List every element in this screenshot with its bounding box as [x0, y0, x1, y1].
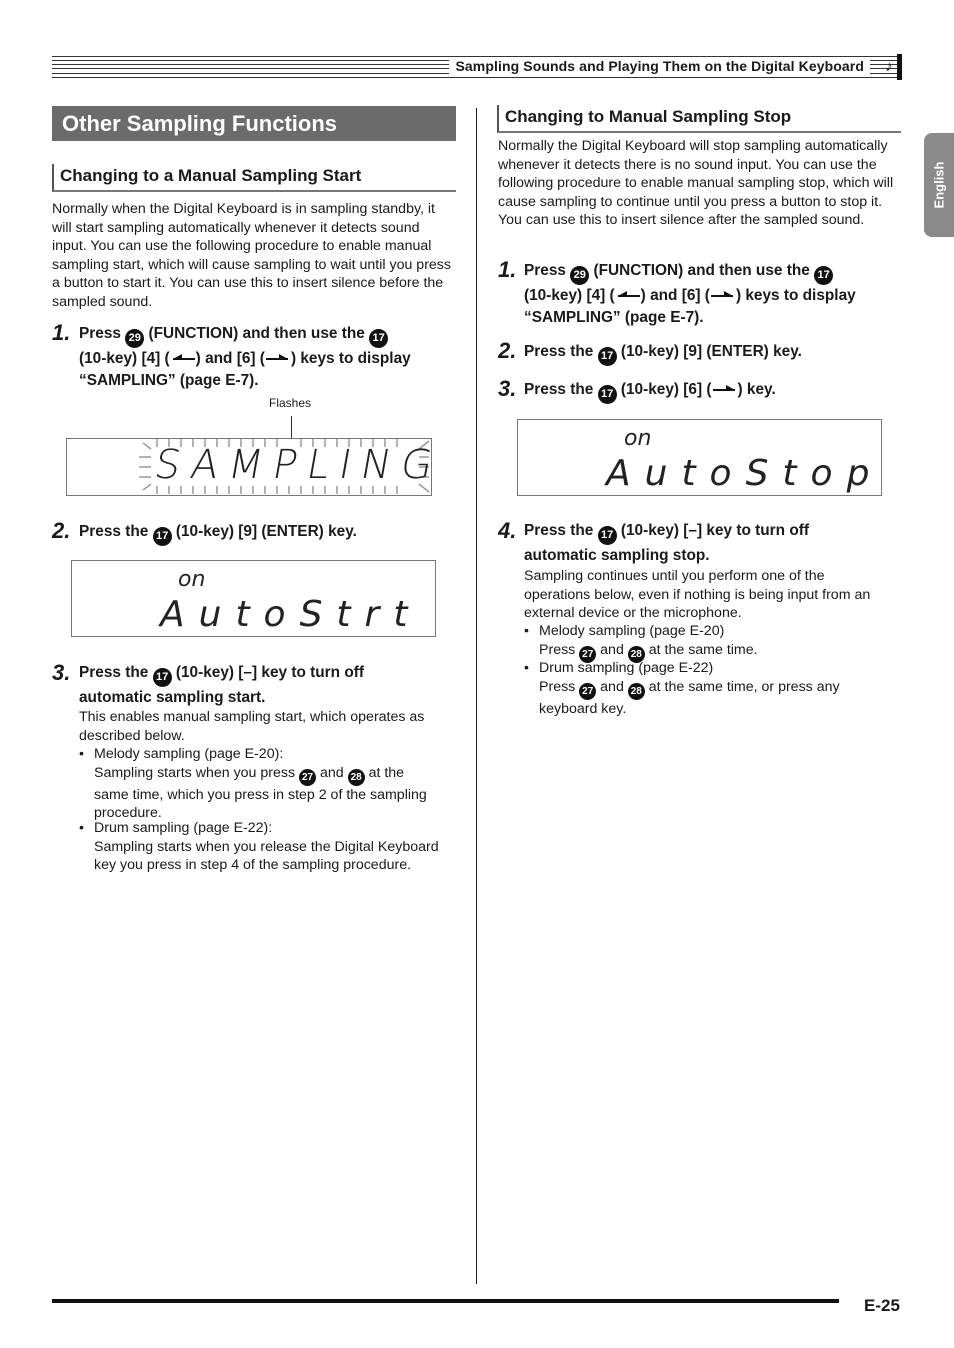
lcd-status-text: on [624, 426, 652, 451]
header-title: Sampling Sounds and Playing Them on the Digital Keyboard [449, 58, 870, 74]
lcd-display-autostop [517, 419, 882, 496]
step-text: (10-key) [–] key to turn off [620, 522, 809, 539]
button-17-icon: 17 [153, 527, 172, 546]
lcd-main-text: AutoStop [606, 453, 884, 494]
step-text: Press the [524, 522, 594, 539]
button-17-icon: 17 [814, 266, 833, 285]
step-text: “SAMPLING” (page E-7). [79, 372, 259, 389]
step-number: 1. [52, 320, 71, 345]
button-17-icon: 17 [598, 526, 617, 545]
button-28-icon: 28 [628, 646, 645, 663]
list-item-text [539, 659, 840, 718]
list-item [79, 745, 459, 820]
step-text: (10-key) [–] key to turn off [175, 664, 364, 681]
right-step-2 [524, 341, 802, 366]
left-arrow-icon [170, 352, 196, 362]
step-text: automatic sampling stop. [524, 547, 710, 564]
list-item-line: Drum sampling (page E-22): [94, 820, 273, 836]
button-17-icon: 17 [598, 385, 617, 404]
list-item-line: Sampling starts when you release the Digital Keyboard [94, 838, 439, 855]
step-number: 3. [52, 660, 71, 685]
button-29-icon: 29 [570, 266, 589, 285]
list-item-text [94, 745, 427, 823]
left-arrow-icon [615, 289, 641, 299]
list-item-line: Drum sampling (page E-22) [539, 660, 714, 676]
section-banner: Other Sampling Functions [52, 106, 456, 141]
step-text: Press [524, 262, 566, 279]
left-intro: Normally when the Digital Keyboard is in sampling standby, it will start sampling automatically whenever it detects sound input. You can use the following procedure to enable manual sampling start, which will cause sampling to wait until you press a button to start it. You can use this to insert silence before the sampled sound. [52, 201, 451, 310]
step-text: (10-key) [9] (ENTER) key. [175, 523, 357, 540]
footer-rule [52, 1299, 839, 1303]
music-note-icon: ♪ [885, 58, 893, 75]
left-step-2 [79, 521, 357, 546]
step-text: Press the [524, 381, 594, 398]
lcd-status-text: on [178, 567, 206, 592]
step-text: Press the [524, 343, 594, 360]
list-item-text [539, 622, 758, 663]
left-step-3-description: This enables manual sampling start, which operates as described below. [79, 709, 425, 744]
bullet-dot: • [79, 746, 84, 762]
step-number: 2. [498, 338, 517, 363]
button-27-icon: 27 [579, 646, 596, 663]
right-step-3 [524, 379, 776, 404]
step-text: ) and [6] ( [640, 287, 710, 304]
step-number: 3. [498, 376, 517, 401]
right-subheading: Changing to Manual Sampling Stop [497, 105, 901, 133]
list-item-line: at the same time. [648, 641, 758, 658]
step-number: 2. [52, 518, 71, 543]
step-text: Press the [79, 664, 149, 681]
language-tab-label: English [931, 161, 947, 209]
header-end-bar [897, 54, 902, 80]
list-item-line: at the same time, or press any [648, 678, 840, 695]
button-17-icon: 17 [369, 329, 388, 348]
list-item-line: at the [368, 764, 405, 781]
button-29-icon: 29 [125, 329, 144, 348]
list-item-line: Melody sampling (page E-20) [539, 623, 725, 639]
right-step-4 [524, 520, 809, 567]
list-item-line: same time, which you press in step 2 of the sampling [94, 786, 427, 803]
step-text: (FUNCTION) and then use the [593, 262, 810, 279]
list-item [524, 659, 904, 716]
list-item-line: Sampling starts when you press [94, 764, 296, 781]
button-17-icon: 17 [598, 347, 617, 366]
language-tab[interactable] [924, 133, 954, 237]
list-item-text [94, 819, 439, 875]
button-28-icon: 28 [348, 769, 365, 786]
list-item-line: and [600, 678, 624, 695]
right-arrow-icon [710, 289, 736, 299]
list-item [524, 622, 904, 660]
step-text: ) and [6] ( [195, 350, 265, 367]
step-text: ) keys to display [290, 350, 411, 367]
flashes-pointer [291, 416, 292, 440]
step-text: ) key. [737, 381, 776, 398]
step-number: 1. [498, 257, 517, 282]
right-arrow-icon [265, 352, 291, 362]
lcd-main-text: SAMPLING [150, 442, 447, 488]
step-text: “SAMPLING” (page E-7). [524, 309, 704, 326]
step-text: (10-key) [4] ( [524, 287, 615, 304]
lcd-display-sampling [66, 438, 447, 496]
page-number: E-25 [864, 1296, 900, 1315]
column-divider [476, 108, 477, 1284]
right-intro: Normally the Digital Keyboard will stop sampling automatically whenever it detects there is no sound input. You can use the following procedure to enable manual sampling stop, which will cause sampling to continue until you press a button to stop it. You can use this to insert silence after the sampled sound. [498, 138, 894, 229]
bullet-dot: • [79, 820, 84, 836]
button-27-icon: 27 [579, 683, 596, 700]
list-item-line: procedure. [94, 805, 162, 822]
list-item-line: and [600, 641, 624, 658]
step-text: (FUNCTION) and then use the [148, 325, 365, 342]
button-27-icon: 27 [299, 769, 316, 786]
list-item-line: keyboard key. [539, 700, 627, 717]
step-text: automatic sampling start. [79, 689, 266, 706]
step-text: Press [79, 325, 121, 342]
left-step-1 [79, 323, 459, 392]
right-step-1 [524, 260, 904, 329]
step-text: (10-key) [6] ( [620, 381, 712, 398]
step-number: 4. [498, 518, 517, 543]
left-subheading: Changing to a Manual Sampling Start [52, 164, 456, 192]
bullet-dot: • [524, 623, 529, 639]
list-item-line: and [320, 764, 344, 781]
list-item-line: Press [539, 678, 576, 695]
list-item-line: Melody sampling (page E-20): [94, 746, 284, 762]
step-text: ) keys to display [735, 287, 856, 304]
right-arrow-icon [712, 383, 738, 393]
step-text: (10-key) [9] (ENTER) key. [620, 343, 802, 360]
button-17-icon: 17 [153, 668, 172, 687]
flashes-label: Flashes [269, 396, 312, 410]
button-28-icon: 28 [628, 683, 645, 700]
list-item [79, 819, 459, 876]
lcd-display-autostrt [71, 560, 436, 637]
bullet-dot: • [524, 660, 529, 676]
lcd-main-text: AutoStrt [160, 594, 422, 635]
step-text: Press the [79, 523, 149, 540]
list-item-line: key you press in step 4 of the sampling procedure. [94, 857, 412, 874]
list-item-line: Press [539, 641, 576, 658]
step-text: (10-key) [4] ( [79, 350, 170, 367]
right-step-4-description: Sampling continues until you perform one of the operations below, even if nothing is being input from an external device or the microphone. [524, 568, 871, 622]
left-step-3 [79, 662, 364, 709]
